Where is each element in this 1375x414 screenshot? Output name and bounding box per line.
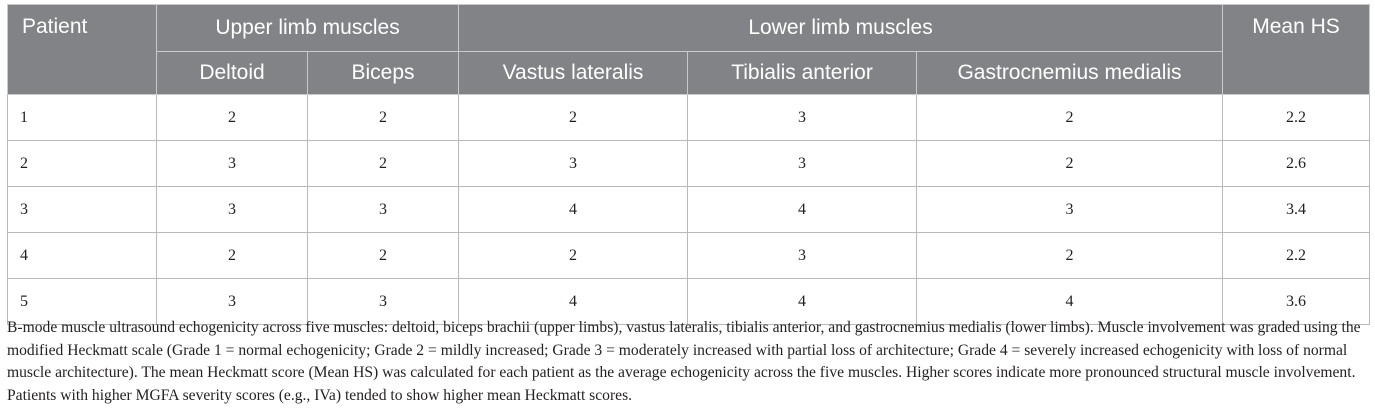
cell-gastrocnemius-medialis: 4 [917, 279, 1223, 325]
header-biceps: Biceps [308, 52, 459, 95]
cell-gastrocnemius-medialis: 2 [917, 233, 1223, 279]
cell-gastrocnemius-medialis: 3 [917, 187, 1223, 233]
cell-mean-hs: 3.6 [1223, 279, 1370, 325]
header-lower-limb-group: Lower limb muscles [459, 5, 1223, 52]
cell-vastus-lateralis: 3 [459, 141, 688, 187]
cell-deltoid: 3 [157, 187, 308, 233]
cell-mean-hs: 2.2 [1223, 233, 1370, 279]
header-vastus-lateralis: Vastus lateralis [459, 52, 688, 95]
header-deltoid: Deltoid [157, 52, 308, 95]
table-row [8, 141, 1370, 187]
results-table-container [7, 4, 1369, 325]
header-gastrocnemius-medialis: Gastrocnemius medialis [917, 52, 1223, 95]
table-header [8, 5, 1370, 95]
cell-mean-hs: 3.4 [1223, 187, 1370, 233]
cell-tibialis-anterior: 4 [688, 279, 917, 325]
table-row [8, 95, 1370, 141]
cell-mean-hs: 2.2 [1223, 95, 1370, 141]
cell-biceps: 3 [308, 279, 459, 325]
cell-deltoid: 2 [157, 233, 308, 279]
cell-vastus-lateralis: 4 [459, 187, 688, 233]
cell-patient: 3 [8, 187, 157, 233]
table-body [8, 95, 1370, 325]
cell-deltoid: 3 [157, 279, 308, 325]
cell-deltoid: 2 [157, 95, 308, 141]
header-mean-hs: Mean HS [1223, 5, 1370, 95]
table-row [8, 187, 1370, 233]
header-patient: Patient [8, 5, 157, 95]
cell-gastrocnemius-medialis: 2 [917, 141, 1223, 187]
cell-patient: 5 [8, 279, 157, 325]
cell-biceps: 2 [308, 141, 459, 187]
cell-patient: 1 [8, 95, 157, 141]
table-row [8, 233, 1370, 279]
cell-patient: 4 [8, 233, 157, 279]
cell-tibialis-anterior: 3 [688, 141, 917, 187]
cell-deltoid: 3 [157, 141, 308, 187]
cell-mean-hs: 2.6 [1223, 141, 1370, 187]
cell-biceps: 2 [308, 95, 459, 141]
cell-tibialis-anterior: 4 [688, 187, 917, 233]
cell-vastus-lateralis: 2 [459, 95, 688, 141]
heckmatt-score-table [7, 4, 1370, 325]
table-footnote: B-mode muscle ultrasound echogenicity across five muscles: deltoid, biceps brachii (upper limbs), vastus lateralis, tibialis anterior, and gastrocnemius medialis (lower limbs). Muscle involvement was graded using the modified Heckmatt scale (Grade 1 = normal echogenicity; Grade 2 = mildly increased; Grade 3 = moderately increased with partial loss of architecture; Grade 4 = severely increased echogenicity with loss of normal muscle architecture). The mean Heckmatt score (Mean HS) was calculated for each patient as the average echogenicity across the five muscles. Higher scores indicate more pronounced structural muscle involvement. Patients with higher MGFA severity scores (e.g., IVa) tended to show higher mean Heckmatt scores. [7, 319, 1361, 404]
cell-biceps: 2 [308, 233, 459, 279]
header-tibialis-anterior: Tibialis anterior [688, 52, 917, 95]
cell-biceps: 3 [308, 187, 459, 233]
cell-vastus-lateralis: 2 [459, 233, 688, 279]
header-upper-limb-group: Upper limb muscles [157, 5, 459, 52]
cell-tibialis-anterior: 3 [688, 95, 917, 141]
cell-vastus-lateralis: 4 [459, 279, 688, 325]
cell-gastrocnemius-medialis: 2 [917, 95, 1223, 141]
cell-tibialis-anterior: 3 [688, 233, 917, 279]
cell-patient: 2 [8, 141, 157, 187]
